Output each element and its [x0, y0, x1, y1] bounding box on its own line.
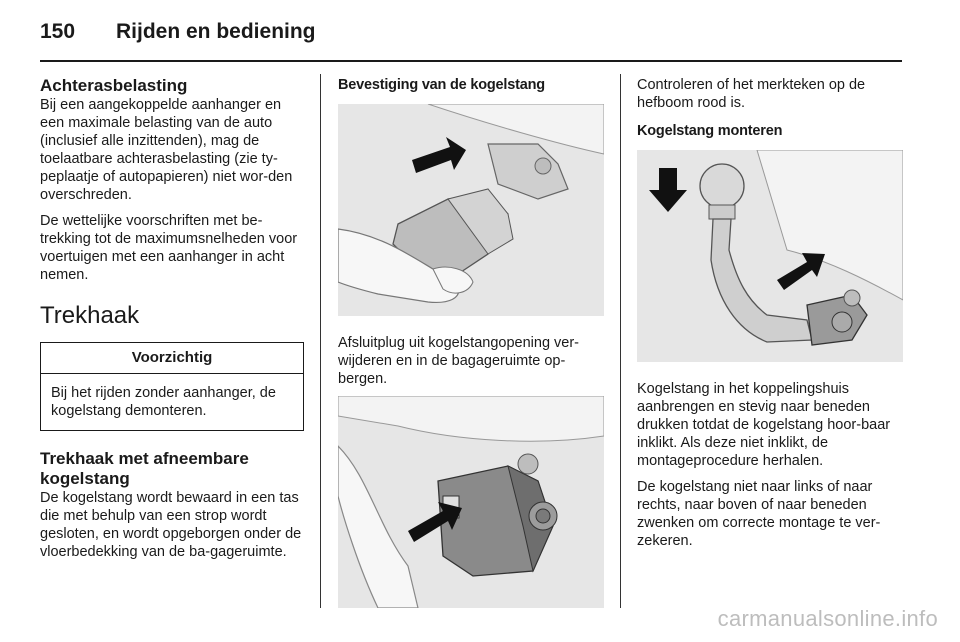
paragraph-monteren-2: De kogelstang niet naar links of naar rechts, naar boven of naar beneden zwenken om correcte montage te ver-zekeren. [637, 479, 881, 549]
heading-afneembaar: Trekhaak met afneembare kogelstang [40, 449, 249, 488]
paragraph-monteren-1: Kogelstang in het koppelingshuis aanbrengen en stevig naar beneden drukken totdat de kogelstang hoor-baar inklikt. Als deze niet inklikt, de montageprocedure herhalen. [637, 381, 891, 469]
watermark: carmanualsonline.info [717, 606, 938, 631]
column-divider-1 [320, 74, 321, 608]
figure-coupling-housing [338, 396, 604, 608]
towbar-insertion-illustration-icon [637, 150, 903, 362]
paragraph-afsluitplug: Afsluitplug uit kogelstangopening ver-wijderen en in de bagageruimte op-bergen. [338, 335, 580, 387]
heading-trekhaak: Trekhaak [40, 302, 140, 329]
column-left [40, 76, 304, 569]
page-title: Rijden en bediening [116, 20, 316, 43]
column-right [637, 76, 903, 558]
paragraph-controleren: Controleren of het merkteken op de hefboom rood is. [637, 77, 866, 111]
caution-box [40, 342, 304, 431]
page-number: 150 [40, 20, 76, 43]
paragraph-achteras-1: Bij een aangekoppelde aanhanger en een maximale belasting van de auto (inclusief alle inzittenden), mag de toelaatbare achterasbelasting (zie ty-peplaatje of autopapieren) niet wor-den overschreden. [40, 97, 293, 203]
heading-achterasbelasting: Achterasbelasting [40, 76, 188, 95]
header-divider [40, 60, 902, 62]
heading-monteren: Kogelstang monteren [637, 123, 783, 139]
figure-towbar-insertion [637, 150, 903, 362]
column-divider-2 [620, 74, 621, 608]
caution-title: Voorzichtig [41, 343, 303, 374]
heading-bevestiging: Bevestiging van de kogelstang [338, 77, 545, 93]
paragraph-achteras-2: De wettelijke voorschriften met be-trekking tot de maximumsnelheden voor voertuigen met een aanhanger in acht nemen. [40, 213, 298, 283]
paragraph-afneembaar: De kogelstang wordt bewaard in een tas die met behulp van een strop wordt gesloten, en wordt opgeborgen onder de vloerbedekking van de ba-gageruimte. [40, 490, 302, 560]
column-middle [338, 76, 604, 626]
page-header [40, 18, 902, 58]
figure-plug-removal [338, 104, 604, 316]
coupling-housing-illustration-icon [338, 396, 604, 608]
plug-removal-illustration-icon [338, 104, 604, 316]
caution-text: Bij het rijden zonder aanhanger, de kogelstang demonteren. [51, 385, 276, 419]
